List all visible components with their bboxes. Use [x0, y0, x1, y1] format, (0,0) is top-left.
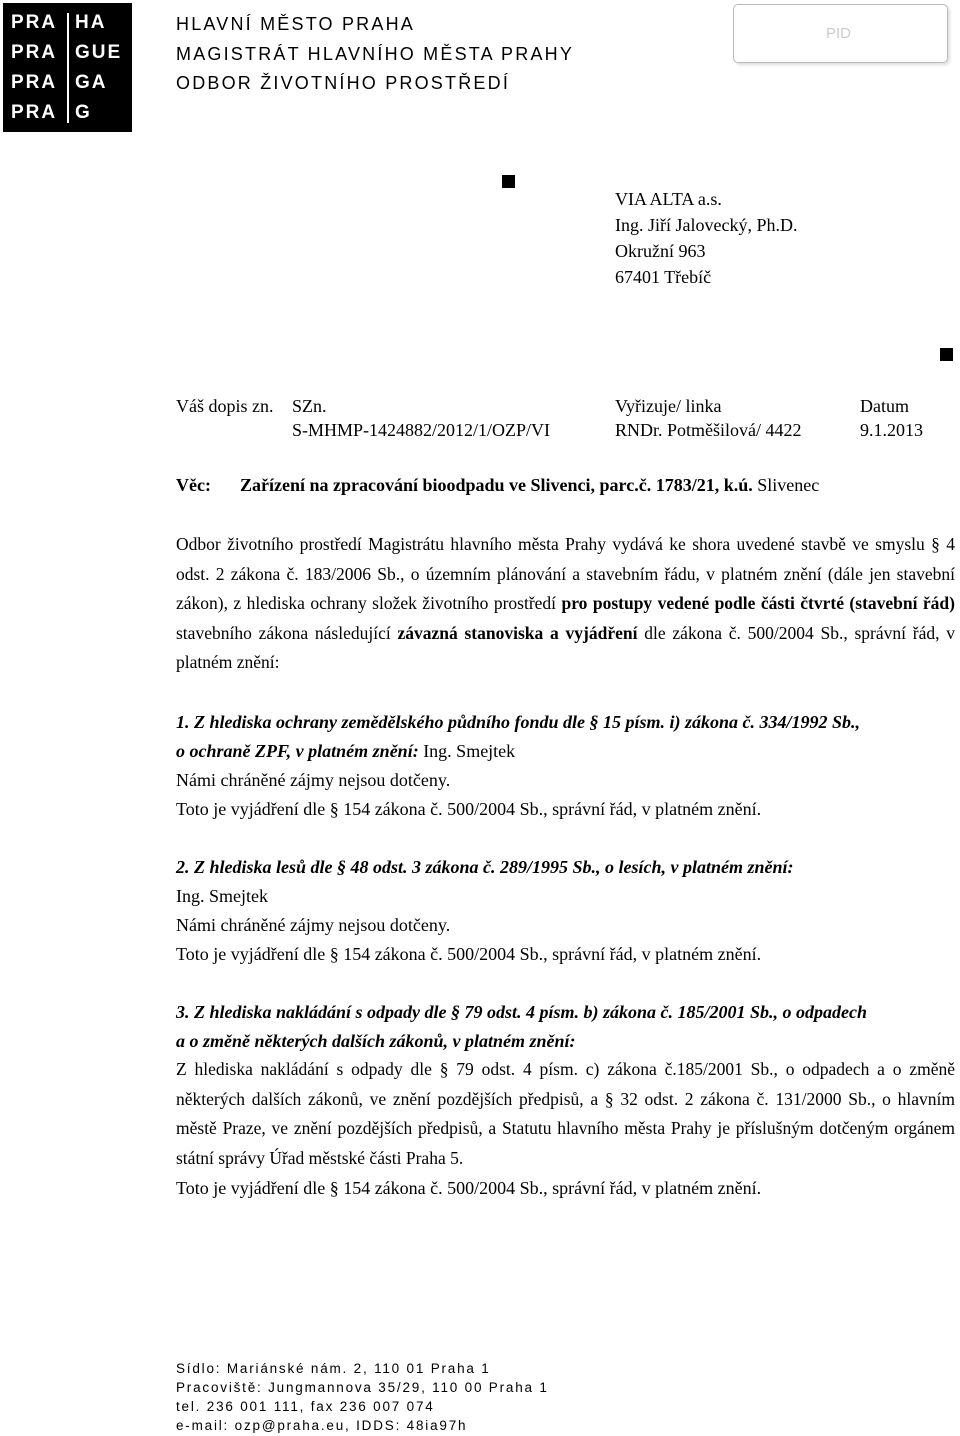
logo-text: HA: [75, 12, 107, 33]
ref-your-letter-label: Váš dopis zn.: [176, 396, 274, 416]
logo-text: PRA: [11, 72, 58, 93]
ref-szn-value: S-MHMP-1424882/2012/1/OZP/VI: [292, 420, 551, 440]
pid-box: [733, 4, 948, 63]
section2-line1: Námi chráněné zájmy nejsou dotčeny.: [176, 915, 451, 935]
fold-mark-icon: [502, 175, 515, 188]
section3-line2: Toto je vyjádření dle § 154 zákona č. 500/2004 Sb., správní řád, v platném znění.: [176, 1178, 762, 1198]
intro-bold: pro postupy vedené podle části čtvrté (stavební řád): [561, 593, 955, 613]
section1-author: Ing. Smejtek: [418, 741, 516, 761]
header-department: ODBOR ŽIVOTNÍHO PROSTŘEDÍ: [176, 73, 511, 93]
logo-text: PRA: [11, 42, 58, 63]
ref-date-value: 9.1.2013: [860, 420, 923, 440]
logo-text: GUE: [75, 42, 123, 63]
subject-text-normal: Slivenec: [752, 475, 820, 495]
section3-heading-cont: a o změně některých dalších zákonů, v platném znění:: [176, 1031, 576, 1051]
intro-text: Odbor životního prostředí Magistrátu hlavního města Prahy vydává ke shora uvedené stavbě ve smyslu § 4 odst. 2 zákona č. 183/2006 Sb., o územním plánování a stavebním řádu, v platném znění (dále jen stavební zákon), z hlediska ochrany složek životního prostředí: [176, 534, 955, 613]
intro-text: dle zákona č. 500/2004 Sb., správní řád, v platném znění:: [176, 622, 956, 672]
section1-heading: 1. Z hlediska ochrany zemědělského půdního fondu dle § 15 písm. i) zákona č. 334/1992 Sb.,: [176, 712, 861, 732]
subject-line: [240, 474, 819, 496]
recipient-company: VIA ALTA a.s.: [615, 189, 722, 209]
header-city: HLAVNÍ MĚSTO PRAHA: [176, 14, 415, 34]
section3-heading: 3. Z hlediska nakládání s odpady dle § 79 odst. 4 písm. b) zákona č. 185/2001 Sb., o odpadech: [176, 1002, 868, 1022]
recipient-person: Ing. Jiří Jalovecký, Ph.D.: [615, 215, 798, 235]
section1-heading-b: o ochraně ZPF, v platném znění:: [176, 741, 419, 761]
footer-workplace: Pracoviště: Jungmannova 35/29, 110 00 Praha 1: [176, 1380, 549, 1395]
logo-text: PRA: [11, 102, 58, 123]
intro-paragraph: [176, 530, 955, 678]
footer-email: e-mail: ozp@praha.eu, IDDS: 48ia97h: [176, 1418, 468, 1433]
header-magistrate: MAGISTRÁT HLAVNÍHO MĚSTA PRAHY: [176, 44, 575, 64]
pid-label: PID: [826, 25, 852, 42]
logo-divider: [67, 13, 69, 123]
logo-text: G: [75, 102, 92, 123]
ref-handler-value: RNDr. Potměšilová/ 4422: [615, 420, 802, 440]
footer-phone: tel. 236 001 111, fax 236 007 074: [176, 1399, 435, 1414]
ref-handler-label: Vyřizuje/ linka: [615, 396, 722, 416]
subject-text: Zařízení na zpracování bioodpadu ve Slivenci, parc.č. 1783/21, k.ú.: [240, 475, 753, 495]
section3-body: Z hlediska nakládání s odpady dle § 79 odst. 4 písm. c) zákona č.185/2001 Sb., o odpadech a o změně některých dalších zákonů, ve znění pozdějších předpisů, a § 32 odst. 2 zákona č. 131/2000 Sb., o hlavním městě Praze, ve znění pozdějších předpisů, a Statutu hlavního města Prahy je příslušným dotčeným orgánem státní správy Úřad městské části Praha 5.: [176, 1059, 955, 1168]
section1-heading-cont: [176, 740, 515, 762]
section2-author: Ing. Smejtek: [176, 886, 268, 906]
praha-logo: [3, 3, 132, 132]
ref-szn-label: SZn.: [292, 396, 327, 416]
recipient-street: Okružní 963: [615, 241, 706, 261]
ref-date-label: Datum: [860, 396, 909, 416]
logo-text: GA: [75, 72, 108, 93]
intro-bold: závazná stanoviska a vyjádření: [397, 622, 638, 643]
intro-text: stavebního zákona následující: [176, 622, 398, 643]
section2-heading: 2. Z hlediska lesů dle § 48 odst. 3 zákona č. 289/1995 Sb., o lesích, v platném znění:: [176, 857, 794, 877]
fold-mark-icon: [940, 348, 953, 361]
subject-label: Věc:: [176, 475, 211, 495]
logo-text: PRA: [11, 12, 58, 33]
footer-seat: Sídlo: Mariánské nám. 2, 110 01 Praha 1: [176, 1361, 491, 1376]
section1-line2: Toto je vyjádření dle § 154 zákona č. 500/2004 Sb., správní řád, v platném znění.: [176, 799, 762, 819]
section1-line1: Námi chráněné zájmy nejsou dotčeny.: [176, 770, 451, 790]
recipient-city: 67401 Třebíč: [615, 267, 712, 287]
section2-line2: Toto je vyjádření dle § 154 zákona č. 500/2004 Sb., správní řád, v platném znění.: [176, 944, 762, 964]
